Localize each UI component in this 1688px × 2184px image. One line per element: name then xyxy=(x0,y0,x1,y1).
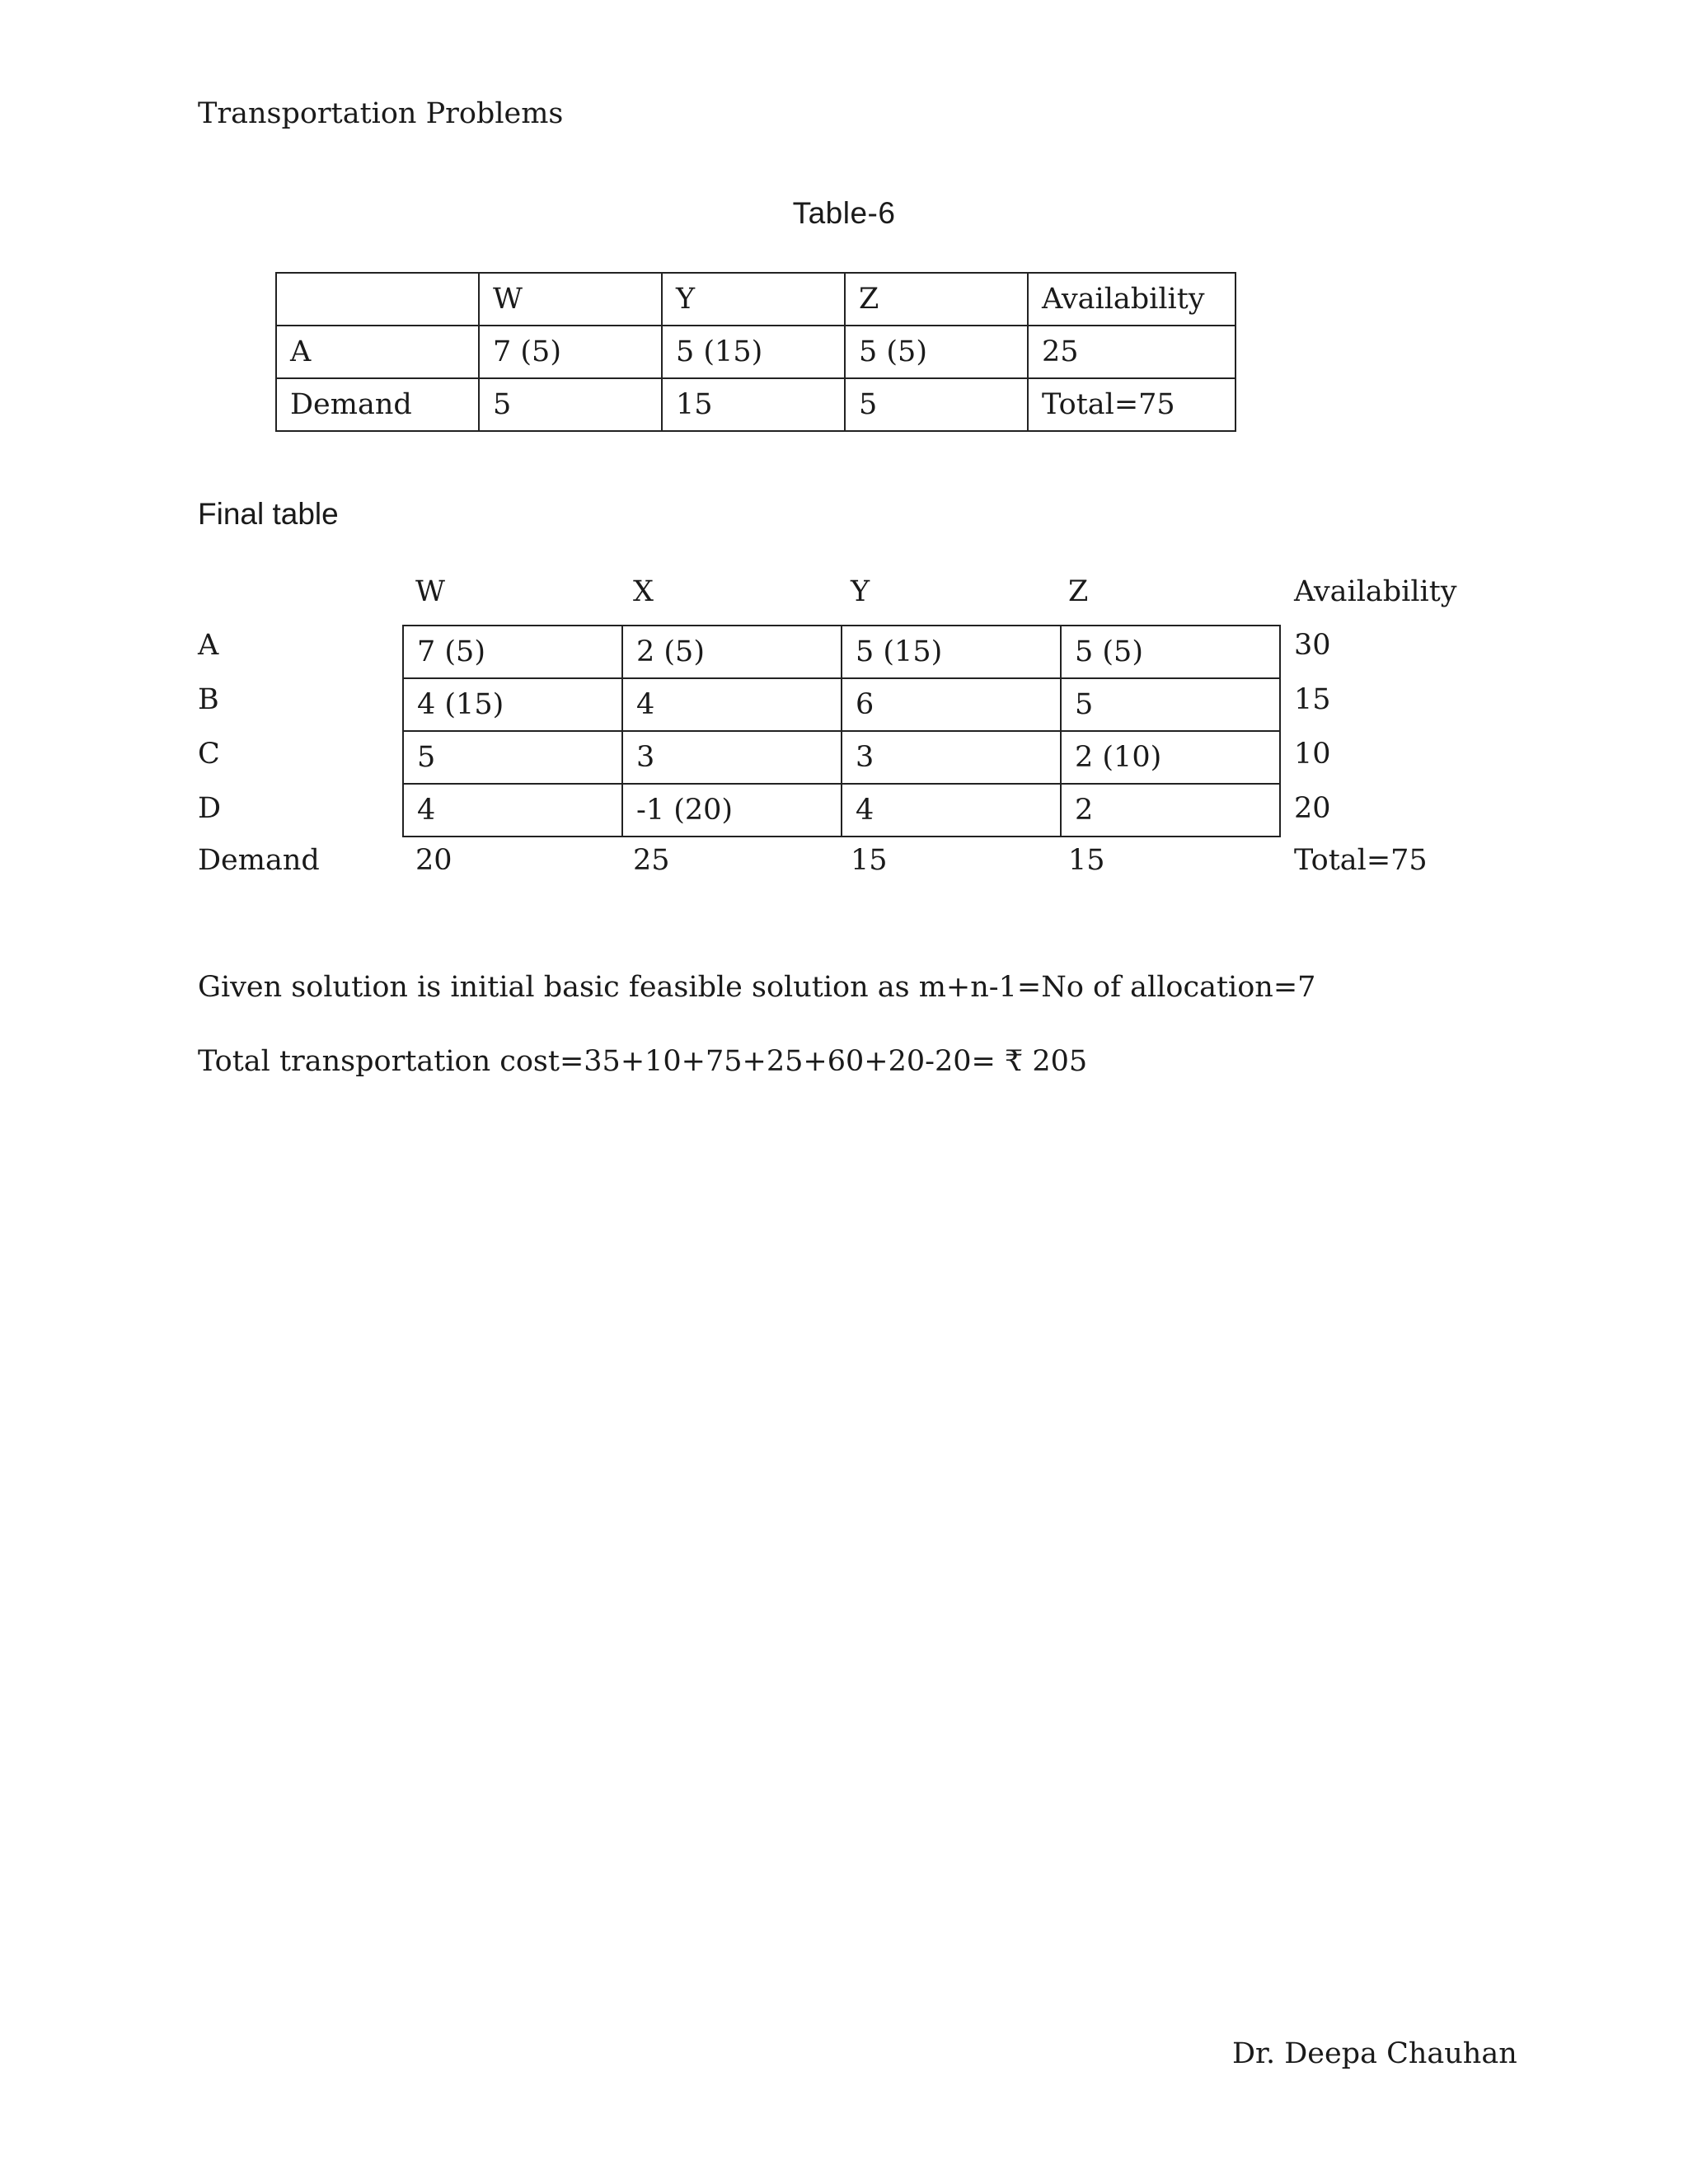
table-cell: 5 (5) xyxy=(845,326,1028,378)
table-row xyxy=(403,626,1280,678)
table-cell: 2 (5) xyxy=(622,626,842,678)
table-cell: 25 xyxy=(1028,326,1236,378)
table6 xyxy=(275,272,1236,432)
final-table-heading: Final table xyxy=(198,497,339,531)
table-cell: 5 (5) xyxy=(1061,626,1280,678)
final-row-label-b: B xyxy=(198,683,219,716)
demand-value-y: 15 xyxy=(851,844,888,877)
final-column-header-w: W xyxy=(415,575,445,608)
row-label-demand: Demand xyxy=(276,378,479,431)
column-header-w: W xyxy=(479,273,662,326)
table-cell xyxy=(276,273,479,326)
table-cell: 5 xyxy=(1061,678,1280,731)
demand-value-x: 25 xyxy=(633,844,670,877)
table-row xyxy=(276,273,1236,326)
row-label-a: A xyxy=(276,326,479,378)
column-header-z: Z xyxy=(845,273,1028,326)
table-cell: 15 xyxy=(662,378,845,431)
demand-value-w: 20 xyxy=(415,844,452,877)
final-row-label-a: A xyxy=(198,629,219,662)
table-row xyxy=(403,678,1280,731)
availability-value-a: 30 xyxy=(1294,629,1331,662)
availability-value-d: 20 xyxy=(1294,792,1331,825)
table-cell: 3 xyxy=(842,731,1061,784)
final-column-header-y: Y xyxy=(851,575,870,608)
table-cell: 5 xyxy=(403,731,622,784)
table-row xyxy=(276,378,1236,431)
table-row xyxy=(403,784,1280,837)
table-cell: Total=75 xyxy=(1028,378,1236,431)
footer-author: Dr. Deepa Chauhan xyxy=(1232,2037,1517,2070)
table-row xyxy=(276,326,1236,378)
table-cell: 4 xyxy=(842,784,1061,837)
demand-total: Total=75 xyxy=(1294,844,1428,877)
table-row xyxy=(403,731,1280,784)
table-cell: 4 xyxy=(403,784,622,837)
final-column-header-x: X xyxy=(633,575,654,608)
table-cell: 7 (5) xyxy=(479,326,662,378)
final-row-label-d: D xyxy=(198,792,222,825)
table-cell: 4 (15) xyxy=(403,678,622,731)
final-table xyxy=(402,625,1281,837)
column-header-y: Y xyxy=(662,273,845,326)
demand-value-z: 15 xyxy=(1068,844,1105,877)
table-cell: 4 xyxy=(622,678,842,731)
final-row-label-demand: Demand xyxy=(198,844,320,877)
table-cell: 5 xyxy=(479,378,662,431)
final-column-header-availability: Availability xyxy=(1294,575,1457,608)
table-cell: 5 (15) xyxy=(842,626,1061,678)
final-column-header-z: Z xyxy=(1068,575,1089,608)
solution-note: Given solution is initial basic feasible solution as m+n-1=No of allocation=7 xyxy=(198,971,1316,1004)
table-cell: 5 xyxy=(845,378,1028,431)
table-cell: 6 xyxy=(842,678,1061,731)
table6-heading: Table-6 xyxy=(792,196,896,230)
table-cell: 2 (10) xyxy=(1061,731,1280,784)
table-cell: -1 (20) xyxy=(622,784,842,837)
table-cell: 3 xyxy=(622,731,842,784)
table-cell: 5 (15) xyxy=(662,326,845,378)
total-cost-note: Total transportation cost=35+10+75+25+60+20-20= ₹ 205 xyxy=(198,1045,1088,1078)
availability-value-c: 10 xyxy=(1294,738,1331,771)
table-cell: 2 xyxy=(1061,784,1280,837)
availability-value-b: 15 xyxy=(1294,683,1331,716)
page-header-title: Transportation Problems xyxy=(198,97,564,130)
column-header-availability: Availability xyxy=(1028,273,1236,326)
final-row-label-c: C xyxy=(198,738,220,771)
table-cell: 7 (5) xyxy=(403,626,622,678)
